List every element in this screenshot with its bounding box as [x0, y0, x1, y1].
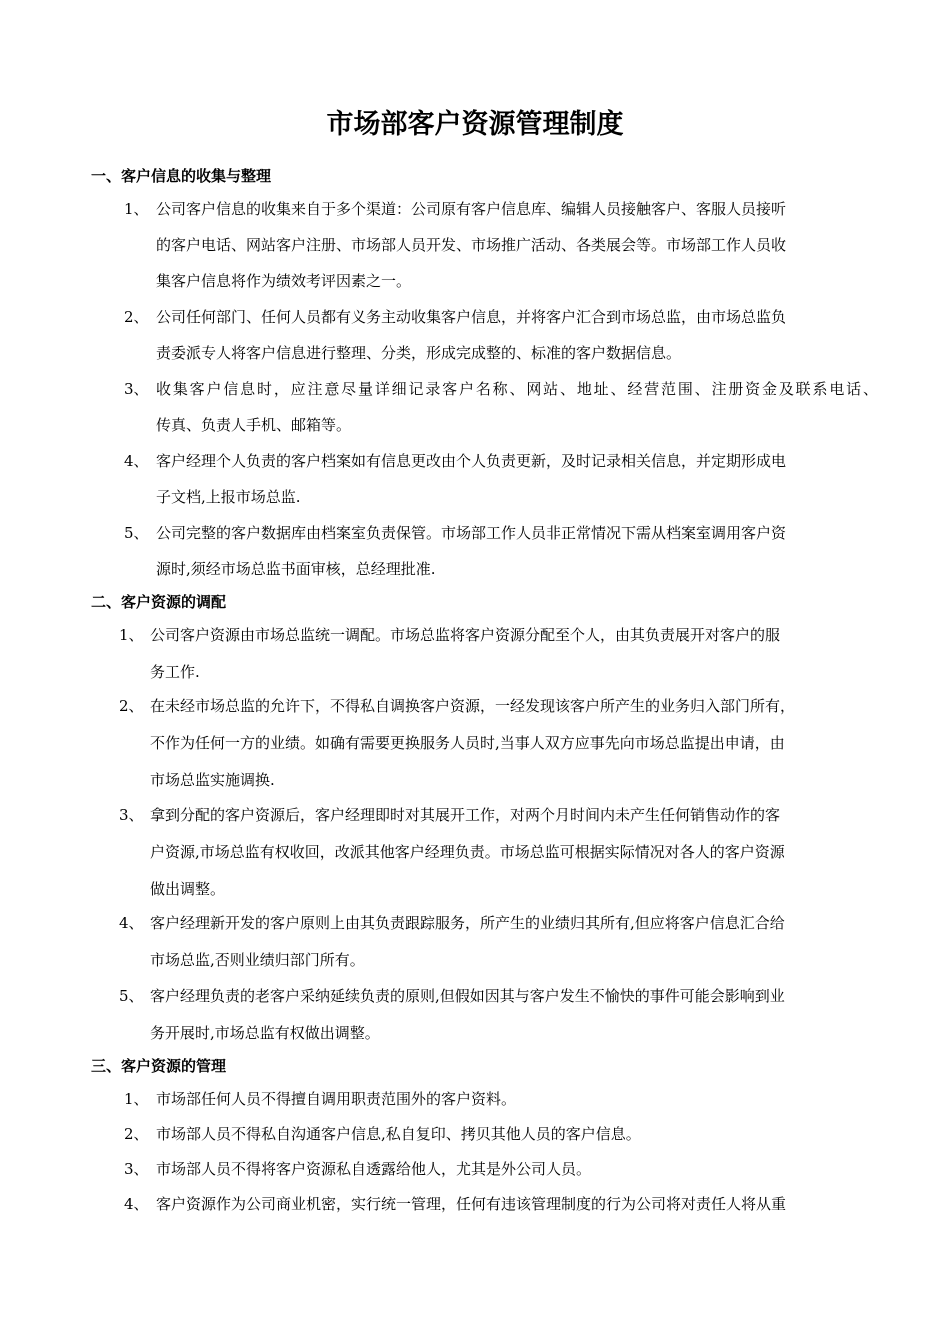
item-text-line: 市场部人员不得私自沟通客户信息,私自复印、拷贝其他人员的客户信息。 [156, 1125, 641, 1143]
item-number: 1、 [124, 200, 149, 218]
item-text-line: 市场总监实施调换. [150, 771, 275, 789]
item-text-line: 子文档,上报市场总监. [156, 488, 301, 506]
section-heading: 一、客户信息的收集与整理 [91, 167, 272, 185]
item-text-line: 客户经理新开发的客户原则上由其负责跟踪服务，所产生的业绩归其所有,但应将客户信息汇合给 [150, 914, 785, 932]
item-text-line: 客户经理负责的老客户采纳延续负责的原则,但假如因其与客户发生不愉快的事件可能会影响到业 [150, 987, 785, 1005]
item-number: 3、 [119, 806, 144, 824]
item-number: 3、 [124, 1160, 149, 1178]
item-number: 3、 [124, 380, 149, 398]
item-text-line: 公司完整的客户数据库由档案室负责保管。市场部工作人员非正常情况下需从档案室调用客户资 [156, 524, 787, 542]
item-number: 4、 [124, 1195, 149, 1213]
item-text-line: 拿到分配的客户资源后，客户经理即时对其展开工作，对两个月时间内未产生任何销售动作的客 [150, 806, 781, 824]
item-text-line: 市场部人员不得将客户资源私自透露给他人，尤其是外公司人员。 [156, 1160, 592, 1178]
item-number: 1、 [124, 1090, 149, 1108]
item-number: 4、 [124, 452, 149, 470]
item-number: 5、 [124, 524, 149, 542]
item-text-line: 的客户电话、网站客户注册、市场部人员开发、市场推广活动、各类展会等。市场部工作人员收 [156, 236, 787, 254]
item-number: 2、 [124, 308, 149, 326]
item-text-line: 市场总监,否则业绩归部门所有。 [150, 951, 365, 969]
item-number: 1、 [119, 626, 144, 644]
item-text-line: 不作为任何一方的业绩。如确有需要更换服务人员时,当事人双方应事先向市场总监提出申请，由 [150, 734, 785, 752]
page-title: 市场部客户资源管理制度 [326, 109, 624, 140]
item-text-line: 做出调整。 [150, 880, 226, 898]
item-text-line: 务工作. [150, 663, 200, 681]
section-heading: 二、客户资源的调配 [91, 593, 227, 611]
item-text-line: 责委派专人将客户信息进行整理、分类，形成完成整的、标准的客户数据信息。 [156, 344, 682, 362]
item-text-line: 集客户信息将作为绩效考评因素之一。 [156, 272, 412, 290]
item-text-line: 公司客户资源由市场总监统一调配。市场总监将客户资源分配至个人，由其负责展开对客户的服 [150, 626, 781, 644]
item-text-line: 公司客户信息的收集来自于多个渠道：公司原有客户信息库、编辑人员接触客户、客服人员接听 [156, 200, 787, 218]
item-text-line: 传真、负责人手机、邮箱等。 [156, 416, 352, 434]
item-number: 5、 [119, 987, 144, 1005]
item-number: 4、 [119, 914, 144, 932]
item-text-line: 源时,须经市场总监书面审核，总经理批准. [156, 560, 436, 578]
item-text-line: 务开展时,市场总监有权做出调整。 [150, 1024, 380, 1042]
item-number: 2、 [119, 697, 144, 715]
item-text-line: 客户资源作为公司商业机密，实行统一管理，任何有违该管理制度的行为公司将对责任人将从重 [156, 1195, 787, 1213]
item-text-line: 在未经市场总监的允许下，不得私自调换客户资源，一经发现该客户所产生的业务归入部门所有， [150, 697, 796, 715]
item-text-line: 客户经理个人负责的客户档案如有信息更改由个人负责更新，及时记录相关信息，并定期形成电 [156, 452, 787, 470]
section-heading: 三、客户资源的管理 [91, 1057, 227, 1075]
item-text-line: 公司任何部门、任何人员都有义务主动收集客户信息，并将客户汇合到市场总监，由市场总监负 [156, 308, 787, 326]
item-text-line: 市场部任何人员不得擅自调用职责范围外的客户资料。 [156, 1090, 517, 1108]
item-text-line: 收集客户信息时，应注意尽量详细记录客户名称、网站、地址、经营范围、注册资金及联系电话、 [156, 380, 878, 398]
item-number: 2、 [124, 1125, 149, 1143]
item-text-line: 户资源,市场总监有权收回，改派其他客户经理负责。市场总监可根据实际情况对各人的客户资源 [150, 843, 785, 861]
